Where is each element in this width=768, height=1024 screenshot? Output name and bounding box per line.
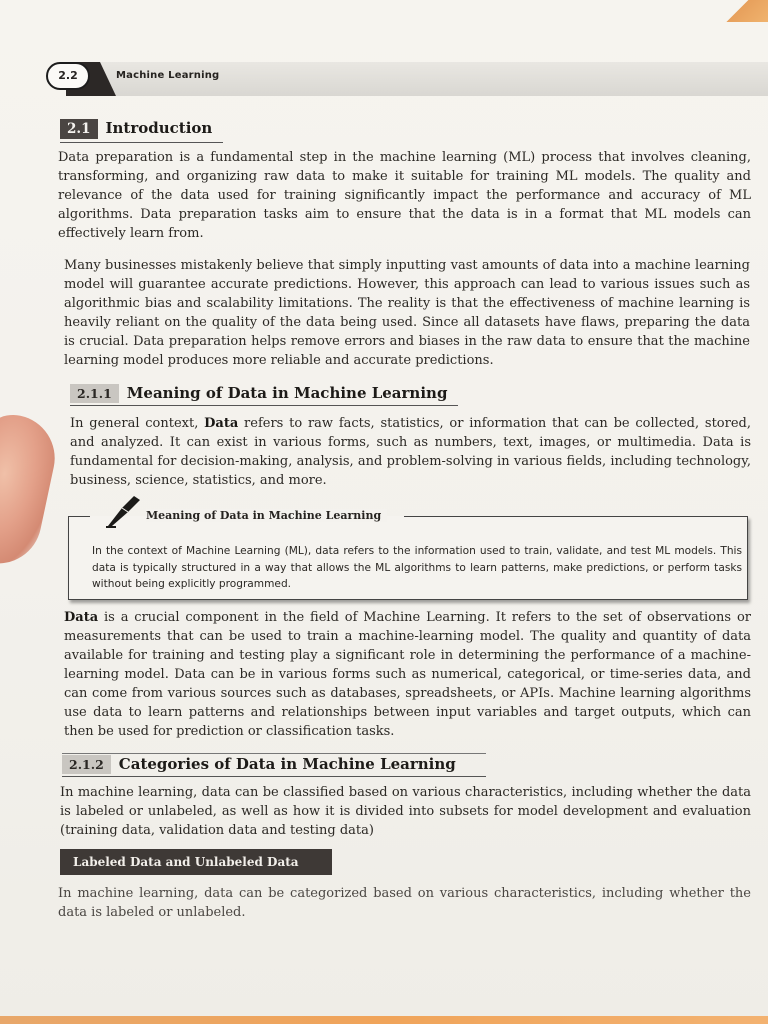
intro-paragraph-1: Data preparation is a fundamental step in the machine learning (ML) process that involves cleaning, transforming, and organizing raw data to make it suitable for training ML models. The quality and relevance of the data used for training significantly impact the performance and accuracy of ML algorithms. Data preparation tasks aim to ensure that the data is in a format that ML models can effectively learn from. bbox=[58, 150, 751, 241]
box-top-rule-left bbox=[68, 516, 90, 517]
data-ml-paragraph: Data is a crucial component in the field of Machine Learning. It refers to the set of observations or measurements that can be used to train a machine-learning model. The quality and quantity of data available for training and testing play a significant role in determining the performance of a machine-learning model. Data can be in various forms such as numerical, categorical, or time-series data, and can come from various sources such as databases, spreadsheets, or APIs. Machine learning algorithms use data to learn patterns and relationships between input variables and target outputs, which can then be used for prediction or classification tasks. bbox=[64, 610, 751, 739]
intro-paragraph-2: Many businesses mistakenly believe that simply inputting vast amounts of data into a machine learning model will guarantee accurate predictions. However, this approach can lead to various issues such as algorithmic bias and scalability limitations. The reality is that the effectiveness of machine learning is heavily reliant on the quality of the data being used. Since all datasets have flaws, preparing the data is crucial. Data preparation helps remove errors and biases in the raw data to ensure that the machine learning model produces more reliable and accurate predictions. bbox=[64, 258, 750, 368]
section-heading-2-1-1 bbox=[70, 384, 447, 403]
section-number: 2.1.1 bbox=[70, 384, 119, 403]
section-title: Categories of Data in Machine Learning bbox=[118, 755, 456, 773]
heading-underline bbox=[62, 776, 486, 777]
chapter-title: Machine Learning bbox=[116, 70, 220, 81]
section-heading-2-1-2 bbox=[62, 755, 456, 774]
heading-underline bbox=[70, 405, 458, 406]
labeled-data-paragraph: In machine learning, data can be categorized based on various characteristics, including whether the data is labeled or unlabeled. bbox=[58, 886, 751, 920]
heading-overline bbox=[62, 753, 486, 754]
section-heading-2-1 bbox=[60, 119, 212, 139]
pen-nib-icon bbox=[104, 494, 144, 528]
box-top-rule-right bbox=[404, 516, 748, 517]
data-general-paragraph: In general context, Data refers to raw facts, statistics, or information that can be collected, stored, and analyzed. It can exist in various forms, such as numbers, text, images, or multimedia. Data is fundamental for decision-making, analysis, and problem-solving in various fields, including technology, business, science, statistics, and more. bbox=[70, 416, 751, 488]
definition-title: Meaning of Data in Machine Learning bbox=[146, 509, 387, 522]
section-number: 2.1 bbox=[60, 119, 98, 139]
heading-underline bbox=[60, 142, 223, 143]
subsection-heading: Labeled Data and Unlabeled Data bbox=[60, 849, 332, 875]
page-bottom-edge bbox=[0, 1016, 768, 1024]
definition-text: In the context of Machine Learning (ML), data refers to the information used to train, validate, and test ML models. This data is typically structured in a way that allows the ML algorithms to learn patterns, make predictions, or perform tasks without being explicitly programmed. bbox=[92, 545, 742, 590]
section-title: Meaning of Data in Machine Learning bbox=[126, 384, 448, 402]
page-corner-edge bbox=[720, 0, 768, 22]
section-title: Introduction bbox=[105, 119, 213, 137]
categories-paragraph: In machine learning, data can be classified based on various characteristics, including whether the data is labeled or unlabeled, as well as how it is divided into subsets for model development and evaluation (training data, validation data and testing data) bbox=[60, 785, 751, 838]
section-number: 2.1.2 bbox=[62, 755, 111, 774]
page-number: 2.2 bbox=[46, 62, 90, 90]
